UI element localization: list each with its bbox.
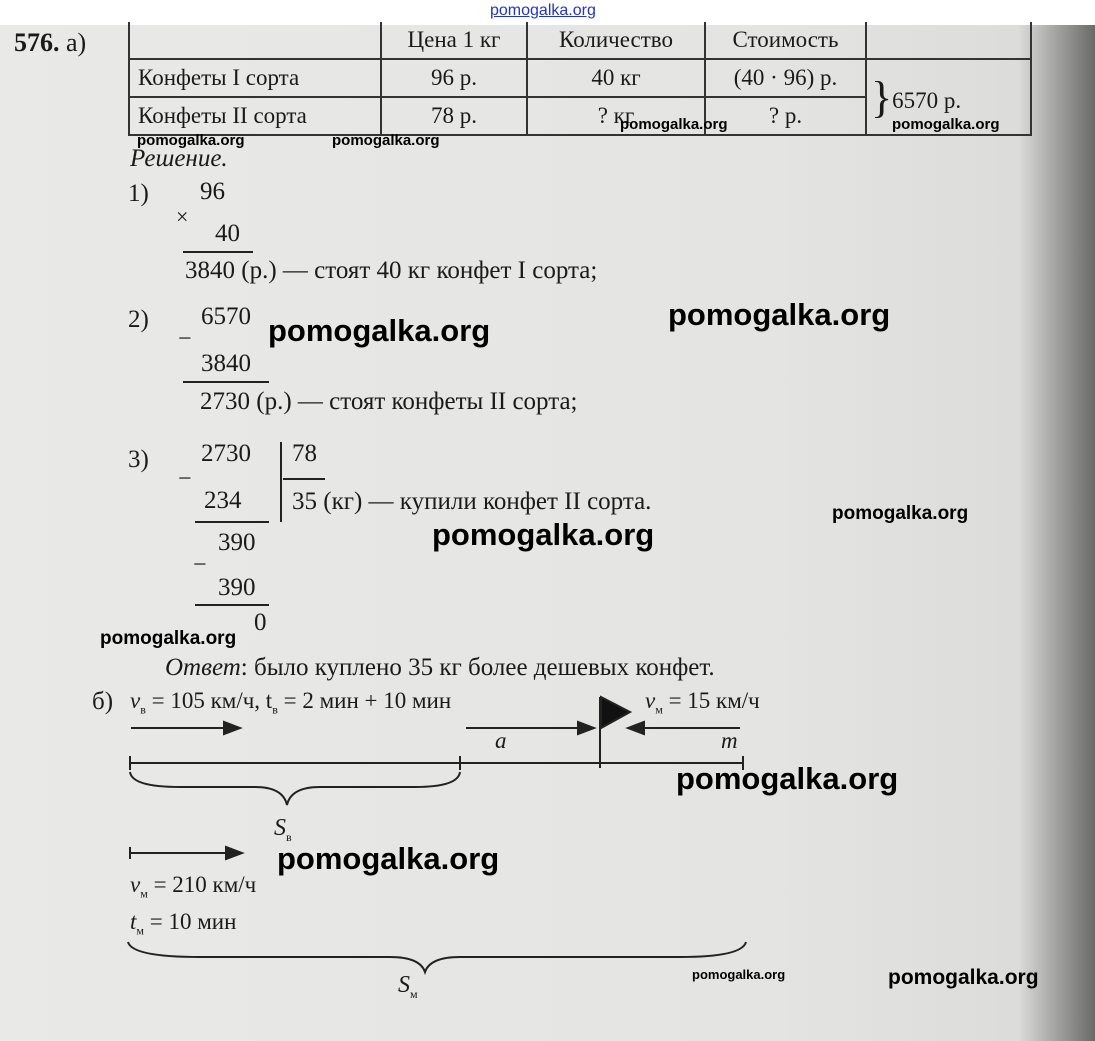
watermark: pomogalka.org [676, 761, 899, 796]
answer: Ответ: было куплено 35 кг более дешевых конфет. [165, 654, 715, 681]
divisor: 78 [292, 440, 317, 467]
table-cell: Конфеты I сорта [129, 59, 381, 97]
watermark: pomogalka.org [137, 132, 245, 149]
watermark: pomogalka.org [432, 517, 655, 552]
part-b-label: б) [92, 688, 114, 715]
distance-sm-label: $S_м$ [398, 972, 418, 1001]
motorcycle-speed-2: $v_м = 210$ км/ч [130, 872, 257, 901]
road-line [130, 756, 744, 770]
point-a-label: a [495, 728, 507, 753]
partial-subtrahend: 390 [218, 574, 256, 601]
arrow-left-icon [628, 722, 740, 734]
solution-heading: Решение. [130, 145, 228, 172]
minus-sign: − [178, 326, 192, 352]
table-cell: 78 р. [381, 97, 527, 135]
table-cell: (40 · 96) р. [705, 59, 866, 97]
watermark: pomogalka.org [620, 116, 728, 133]
multiplicand: 96 [200, 178, 225, 205]
distance-sv-label: $S_в$ [274, 815, 292, 844]
final-remainder: 0 [254, 609, 267, 636]
table-cell: 96 р. [381, 59, 527, 97]
quotient-line: 35 (кг) — купили конфет II сорта. [292, 488, 652, 515]
motorcycle-time: $t_м = 10$ мин [130, 909, 237, 938]
watermark: pomogalka.org [268, 313, 491, 348]
flag-icon [600, 697, 630, 768]
problem-number: 576. а) [14, 28, 87, 57]
minuend: 6570 [201, 303, 251, 330]
table-cell: ? р. [705, 97, 866, 135]
partial-subtrahend: 234 [204, 487, 242, 514]
watermark: pomogalka.org [892, 116, 1000, 133]
watermark: pomogalka.org [100, 628, 237, 649]
arrow-right-icon [466, 722, 594, 734]
motorcycle-speed: $v_м = 15$ км/ч [645, 688, 760, 717]
multiply-sign: × [176, 204, 189, 229]
dividend: 2730 [201, 440, 251, 467]
part-b-given: $v_в = 105$ км/ч, $t_в = 2$ мин + 10 мин [130, 688, 452, 717]
table-cell: Конфеты II сорта [129, 97, 381, 135]
watermark: pomogalka.org [668, 297, 891, 332]
top-site-link[interactable]: pomogalka.org [490, 2, 596, 19]
watermark: pomogalka.org [277, 841, 500, 876]
arrow-right-icon [131, 722, 240, 734]
arrow-right-icon [130, 847, 242, 859]
table-total-cell: }6570 р. [866, 59, 1031, 135]
table-header-cell: Количество [527, 22, 705, 59]
watermark: pomogalka.org [692, 967, 786, 982]
watermark: pomogalka.org [832, 503, 969, 524]
step-result-line: 3840 (р.) — стоят 40 кг конфет I сорта; [185, 257, 598, 284]
watermark: pomogalka.org [332, 132, 440, 149]
table-header-cell: Стоимость [705, 22, 866, 59]
step-result-line: 2730 (р.) — стоят конфеты II сорта; [200, 388, 578, 415]
brace-sm [128, 942, 746, 972]
subtrahend: 3840 [201, 350, 251, 377]
table-cell: ? кг [527, 97, 705, 135]
step-label: 1) [128, 180, 149, 207]
brace-sv [130, 772, 460, 805]
remainder: 390 [218, 529, 256, 556]
minus-sign: − [178, 466, 192, 492]
step-label: 3) [128, 446, 149, 473]
step-label: 2) [128, 306, 149, 333]
point-m-label: m [721, 728, 738, 753]
multiplier: 40 [215, 220, 240, 247]
table-header-cell: Цена 1 кг [381, 22, 527, 59]
table-cell: 40 кг [527, 59, 705, 97]
minus-sign: − [193, 552, 207, 578]
watermark: pomogalka.org [888, 966, 1039, 989]
